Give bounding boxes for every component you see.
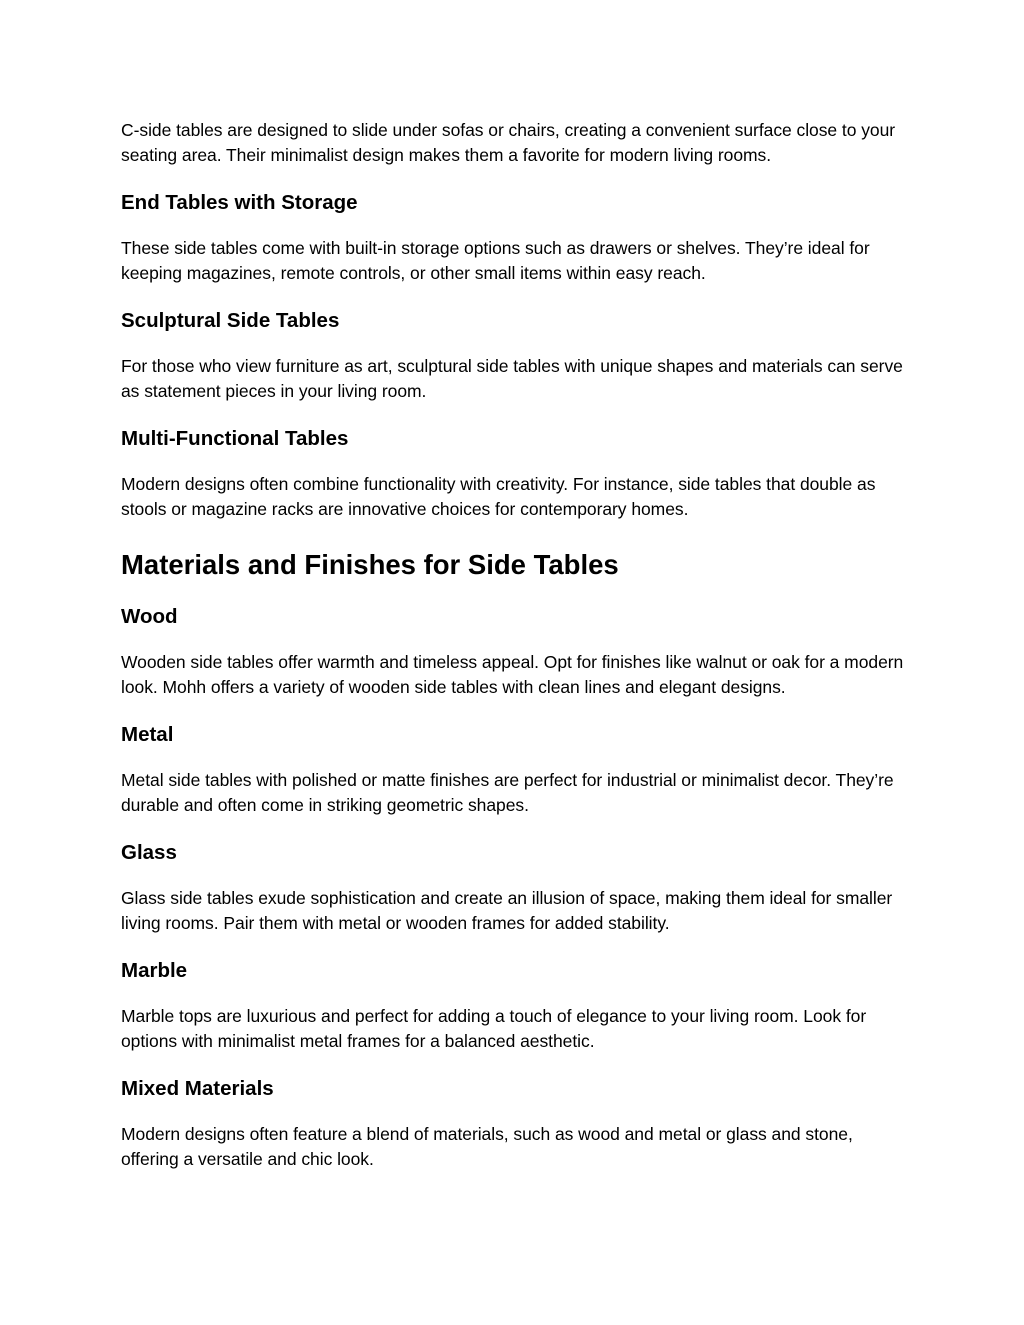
paragraph-multi-functional-tables: Modern designs often combine functionality with creativity. For instance, side tables that double as stools or magazine racks are innovative choices for contemporary homes.	[121, 474, 876, 519]
heading-multi-functional-tables: Multi-Functional Tables	[121, 427, 349, 450]
heading-wood: Wood	[121, 605, 178, 628]
heading-metal: Metal	[121, 723, 174, 746]
document-page	[121, 118, 911, 1171]
heading-end-tables-with-storage: End Tables with Storage	[121, 191, 358, 214]
paragraph-metal: Metal side tables with polished or matte finishes are perfect for industrial or minimalist decor. They’re durable and often come in striking geometric shapes.	[121, 770, 894, 815]
paragraph-mixed-materials: Modern designs often feature a blend of materials, such as wood and metal or glass and stone, offering a versatile and chic look.	[121, 1124, 853, 1169]
intro-paragraph: C-side tables are designed to slide under sofas or chairs, creating a convenient surface close to your seating area. Their minimalist design makes them a favorite for modern living rooms.	[121, 120, 896, 165]
paragraph-sculptural-side-tables: For those who view furniture as art, sculptural side tables with unique shapes and materials can serve as statement pieces in your living room.	[121, 356, 903, 401]
heading-mixed-materials: Mixed Materials	[121, 1077, 274, 1100]
section-title-materials: Materials and Finishes for Side Tables	[121, 549, 619, 580]
heading-glass: Glass	[121, 841, 177, 864]
paragraph-end-tables-with-storage: These side tables come with built-in storage options such as drawers or shelves. They’re ideal for keeping magazines, remote controls, or other small items within easy reach.	[121, 238, 870, 283]
paragraph-marble: Marble tops are luxurious and perfect for adding a touch of elegance to your living room. Look for options with minimalist metal frames for a balanced aesthetic.	[121, 1006, 867, 1051]
styles-section	[121, 190, 911, 521]
heading-marble: Marble	[121, 959, 188, 982]
materials-section	[121, 548, 911, 1171]
paragraph-wood: Wooden side tables offer warmth and timeless appeal. Opt for finishes like walnut or oak for a modern look. Mohh offers a variety of wooden side tables with clean lines and elegant designs.	[121, 652, 904, 697]
heading-sculptural-side-tables: Sculptural Side Tables	[121, 309, 340, 332]
paragraph-glass: Glass side tables exude sophistication and create an illusion of space, making them ideal for smaller living rooms. Pair them with metal or wooden frames for added stability.	[121, 888, 893, 933]
